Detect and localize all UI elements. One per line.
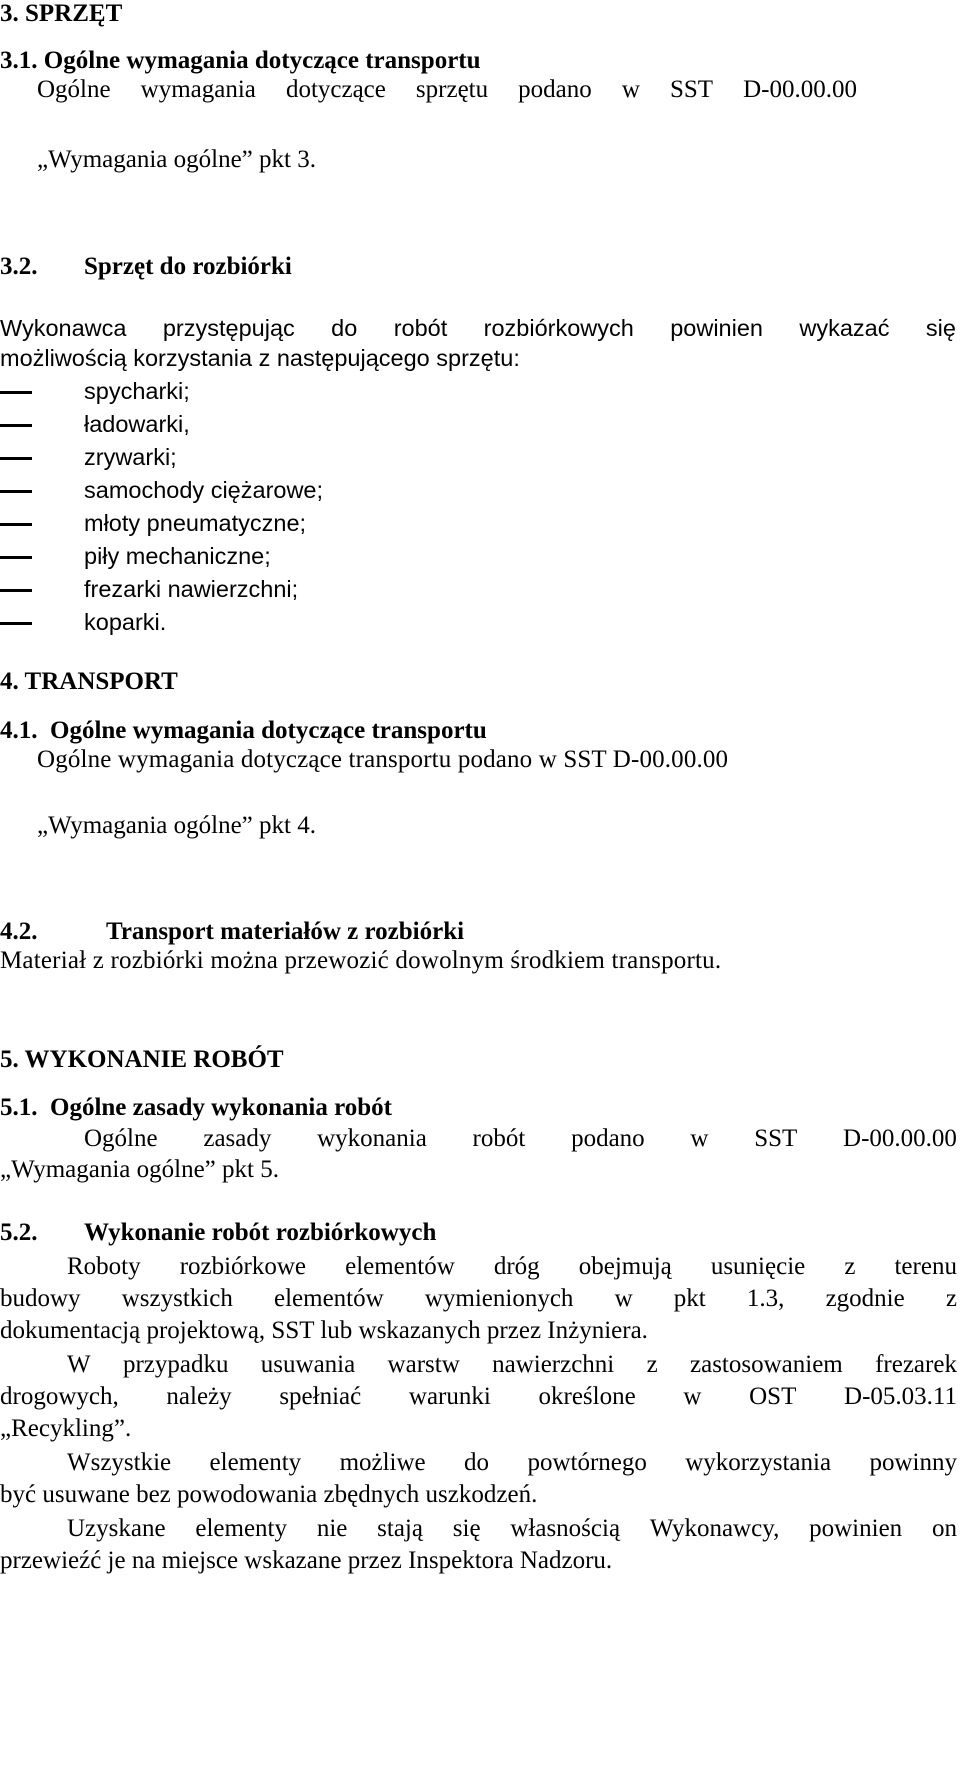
paragraph-1-line-2 [0,1284,957,1314]
word: OST [749,1383,797,1410]
section-3-1-line-2: „Wymagania ogólne” pkt 3. [37,146,316,173]
section-5-heading: 5. WYKONANIE ROBÓT [0,1046,284,1073]
section-5-1-line-1 [84,1124,957,1154]
word: pkt [673,1285,706,1312]
section-3-heading: 3. SPRZĘT [0,0,123,27]
word: Wykonawcy, [649,1515,780,1542]
word: wymagania [140,76,256,103]
word: usuwania [260,1351,356,1378]
section-4-1-line-2: „Wymagania ogólne” pkt 4. [37,812,316,839]
list-bullet-dash [0,556,32,559]
word: rozbiórkowe [179,1253,307,1280]
word: z [844,1253,856,1280]
list-bullet-dash [0,424,32,427]
section-5-2-number: 5.2. [0,1219,38,1246]
list-bullet-dash [0,523,32,526]
word: budowy [0,1285,81,1312]
word: robót [472,1125,526,1152]
word: należy [166,1383,232,1410]
paragraph-1-line-3: dokumentacją projektową, SST lub wskazanych przez Inżyniera. [0,1317,648,1344]
word: wykorzystania [685,1449,832,1476]
word: Wykonawca [0,315,127,341]
word: D-00.00.00 [843,1125,957,1152]
section-3-2-intro-line-2: możliwością korzystania z następującego sprzętu: [0,345,520,371]
paragraph-2-line-3: „Recykling”. [0,1415,132,1442]
word: elementów [345,1253,455,1280]
section-4-2-number: 4.2. [0,918,38,945]
word: elementy [195,1515,288,1542]
word: D-00.00.00 [743,76,857,103]
word: SST [669,76,714,103]
word: 1.3, [746,1285,785,1312]
word: robót [393,315,448,341]
word: warstw [387,1351,460,1378]
list-bullet-dash [0,490,32,493]
list-bullet-dash [0,457,32,460]
word: zastosowaniem [690,1351,843,1378]
paragraph-4-line-1 [67,1514,957,1544]
word: w [614,1285,633,1312]
word: wymienionych [424,1285,574,1312]
word: wykonania [317,1125,427,1152]
word: Roboty [67,1253,141,1280]
section-3-2-intro-line-1 [0,313,956,343]
word: elementów [273,1285,384,1312]
word: w [621,76,640,103]
paragraph-2-line-2 [0,1382,957,1412]
word: określone [538,1383,636,1410]
word: własnością [510,1515,621,1542]
word: podano [571,1125,645,1152]
equipment-item: spycharki; [84,378,190,404]
paragraph-3-line-2: być usuwane bez powodowania zbędnych uszkodzeń. [0,1481,538,1508]
word: powtórnego [527,1449,647,1476]
section-3-2-title: Sprzęt do rozbiórki [84,253,292,280]
word: terenu [894,1253,957,1280]
equipment-item: koparki. [84,609,167,635]
section-5-1-line-2: „Wymagania ogólne” pkt 5. [0,1156,279,1183]
section-4-2-title: Transport materiałów z rozbiórki [106,918,465,945]
word: powinien [809,1515,903,1542]
word: do [331,315,358,341]
section-4-1-line-1: Ogólne wymagania dotyczące transportu podano w SST D-00.00.00 [37,746,729,773]
word: możliwe [339,1449,426,1476]
section-4-2-text: Materiał z rozbiórki można przewozić dowolnym środkiem transportu. [0,947,722,974]
word: D-05.03.11 [844,1383,957,1410]
word: się [925,315,956,341]
word: przystępując [162,315,295,341]
word: przypadku [122,1351,229,1378]
equipment-item: młoty pneumatyczne; [84,510,307,536]
section-4-heading: 4. TRANSPORT [0,668,178,695]
word: elementy [209,1449,302,1476]
paragraph-1-line-1 [67,1252,957,1282]
word: SST [754,1125,798,1152]
word: on [931,1515,957,1542]
word: warunki [408,1383,491,1410]
word: z [945,1285,957,1312]
list-bullet-dash [0,589,32,592]
equipment-item: samochody ciężarowe; [84,477,324,503]
section-3-1-line-1 [37,75,857,105]
word: zgodnie [825,1285,905,1312]
word: wszystkich [121,1285,233,1312]
paragraph-3-line-1 [67,1448,957,1478]
word: z [646,1351,658,1378]
equipment-item: piły mechaniczne; [84,543,271,569]
word: sprzętu [415,76,489,103]
word: powinny [869,1449,957,1476]
word: się [452,1515,481,1542]
word: frezarek [875,1351,957,1378]
word: spełniać [279,1383,362,1410]
word: dróg [493,1253,540,1280]
equipment-item: zrywarki; [84,444,177,470]
word: usunięcie [710,1253,806,1280]
word: Wszystkie [67,1449,172,1476]
word: podano [518,76,592,103]
equipment-item: ładowarki, [84,411,190,437]
section-3-2-number: 3.2. [0,253,38,280]
word: drogowych, [0,1383,119,1410]
paragraph-2-line-1 [67,1350,957,1380]
word: Ogólne [84,1125,158,1152]
equipment-item: frezarki nawierzchni; [84,576,299,602]
section-4-1-heading: 4.1. Ogólne wymagania dotyczące transportu [0,717,487,744]
word: rozbiórkowych [483,315,634,341]
section-5-2-title: Wykonanie robót rozbiórkowych [84,1219,437,1246]
list-bullet-dash [0,391,32,394]
word: Ogólne [37,76,111,103]
word: zasady [203,1125,272,1152]
list-bullet-dash [0,622,32,625]
word: stają [377,1515,423,1542]
word: nawierzchni [492,1351,615,1378]
section-5-1-heading: 5.1. Ogólne zasady wykonania robót [0,1094,392,1121]
section-3-1-heading: 3.1. Ogólne wymagania dotyczące transportu [0,47,481,74]
word: do [464,1449,490,1476]
word: w [690,1125,709,1152]
word: nie [316,1515,348,1542]
word: obejmują [578,1253,672,1280]
word: powinien [670,315,763,341]
word: W [67,1351,91,1378]
word: w [683,1383,702,1410]
word: dotyczące [285,76,386,103]
word: Uzyskane [67,1515,166,1542]
word: wykazać [799,315,890,341]
paragraph-4-line-2: przewieźć je na miejsce wskazane przez Inspektora Nadzoru. [0,1547,613,1574]
